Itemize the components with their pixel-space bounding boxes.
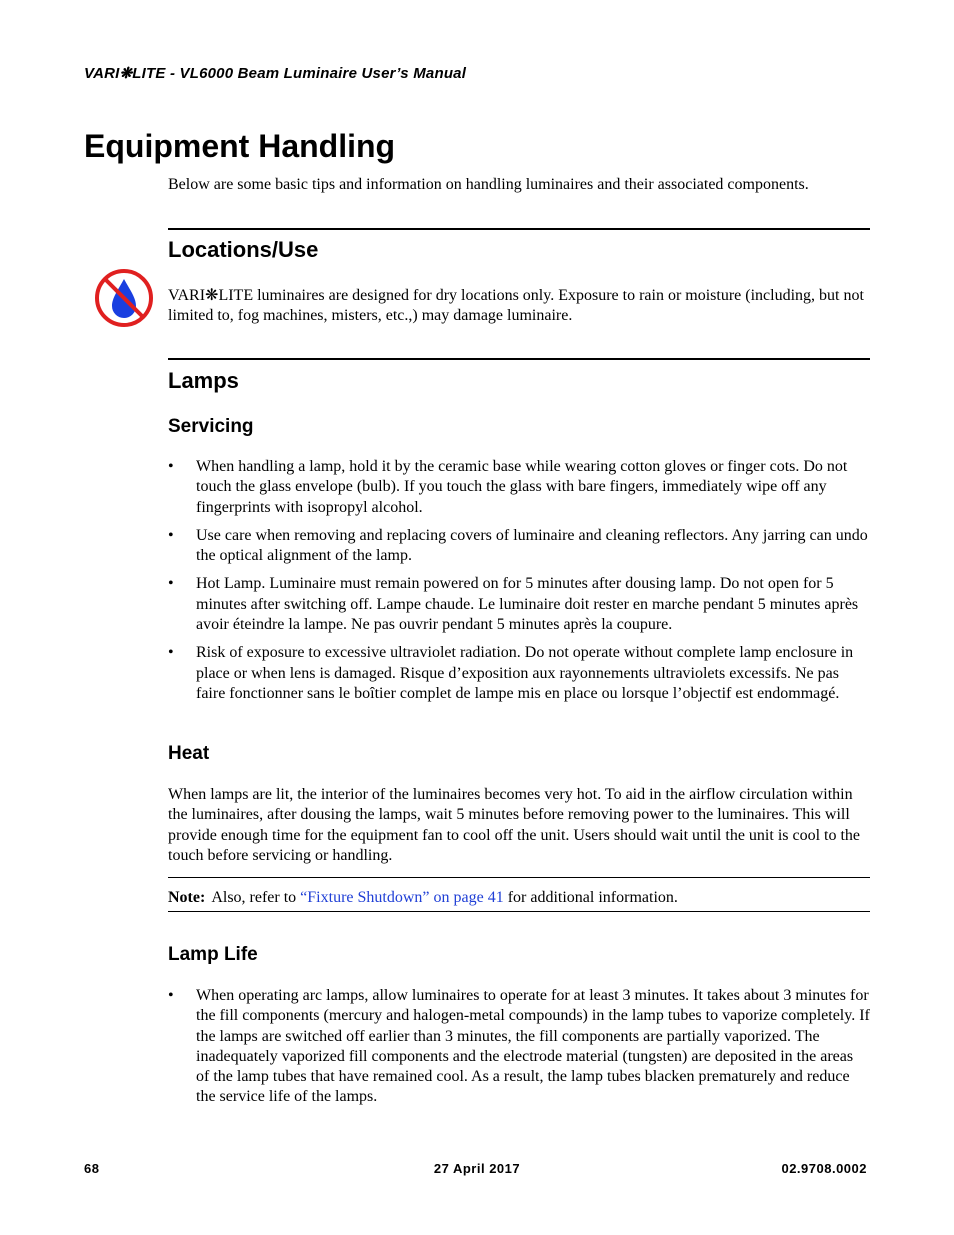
servicing-heading: Servicing — [168, 416, 254, 437]
bullet: • — [168, 458, 174, 475]
footer-date: 27 April 2017 — [433, 1161, 521, 1176]
intro-text: Below are some basic tips and information on handling luminaires and their associated components. — [168, 176, 809, 193]
lamp-life-list — [168, 986, 870, 1116]
doc-number: 02.9708.0002 — [781, 1161, 867, 1176]
page-number: 68 — [84, 1161, 100, 1176]
list-item: • When operating arc lamps, allow luminaires to operate for at least 3 minutes. It takes about 3 minutes for the fill components (mercury and halogen-metal compounds) in the lamp tubes to vaporize completely. If the lamps are switched off earlier than 3 minutes, the fill components are partially vaporized. The inadequately vaporized fill components and the electrode material (tungsten) are deposited in the areas of the lamp tubes that have remained cool. As a result, the lamp tubes blacken prematurely and reduce the service life of the lamps. — [168, 987, 870, 1106]
note-bottom-rule — [168, 911, 870, 912]
list-item: • When handling a lamp, hold it by the ceramic base while wearing cotton gloves or finger cots. Do not touch the glass envelope (bulb). If you touch the glass with bare fingers, immediately wipe off any fingerprints with isopropyl alcohol. — [168, 458, 848, 516]
section-divider — [168, 228, 870, 230]
servicing-list — [168, 457, 870, 712]
locations-heading: Locations/Use — [168, 237, 319, 262]
lamp-life-heading: Lamp Life — [168, 944, 258, 965]
heat-heading: Heat — [168, 743, 210, 764]
heat-text: When lamps are lit, the interior of the luminaires becomes very hot. To aid in the airflow circulation within the luminaires, after dousing the lamps, wait 5 minutes before removing power to the luminaires. This will provide enough time for the equipment fan to cool off the unit. Users should wait until the unit is cool to the touch before servicing or handling. — [168, 786, 861, 864]
list-item: • Hot Lamp. Luminaire must remain powered on for 5 minutes after dousing lamp. Do not open for 5 minutes after switching off. Lampe chaude. Le luminaire doit rester en marche pendant 5 minutes après avoir éteindre la lampe. Ne pas ouvrir pendant 5 minutes après la coupure. — [168, 575, 859, 634]
running-header: VARI❋LITE - VL6000 Beam Luminaire User’s Manual — [84, 65, 467, 82]
list-item: • Risk of exposure to excessive ultraviolet radiation. Do not operate without complete lamp enclosure in place or when lens is damaged. Risque d’exposition aux rayonnements ultraviolets excessifs. Ne pas faire fonctionner sans le boîtier complet de lampe mis en place ou lorsque l’objectif est endommagé. — [168, 644, 854, 702]
page-title: Equipment Handling — [84, 128, 396, 164]
note-top-rule — [168, 877, 870, 878]
fixture-shutdown-link[interactable]: “Fixture Shutdown” on page 41 — [300, 889, 504, 906]
locations-text: VARI❋LITE luminaires are designed for dry locations only. Exposure to rain or moisture (including, but not limited to, fog machines, misters, etc.,) may damage luminaire. — [168, 287, 864, 325]
lamps-heading: Lamps — [168, 368, 239, 393]
section-divider — [168, 358, 870, 360]
bullet: • — [168, 644, 174, 662]
bullet: • — [168, 575, 174, 593]
no-water-icon — [94, 268, 154, 328]
bullet: • — [168, 526, 174, 544]
note: Note: Also, refer to “Fixture Shutdown” on page 41 for additional information. — [168, 889, 678, 906]
list-item: • Use care when removing and replacing covers of luminaire and cleaning reflectors. Any jarring can undo the optical alignment of the lamp. — [168, 526, 868, 565]
bullet: • — [168, 987, 174, 1004]
note-label: Note: — [168, 889, 206, 906]
